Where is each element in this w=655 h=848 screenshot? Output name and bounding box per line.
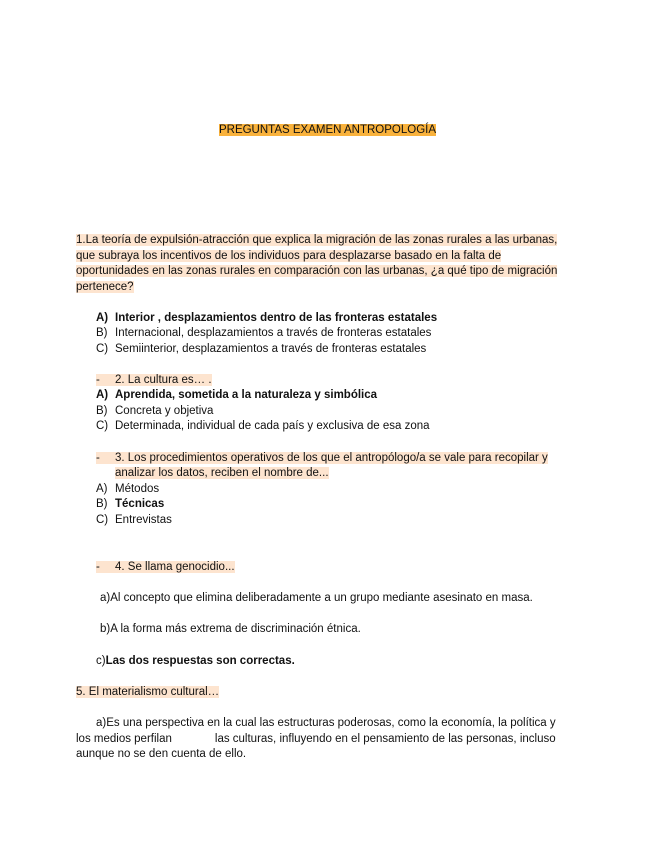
- question-1-option-c: C) Semiinterior, desplazamientos a través de fronteras estatales: [96, 343, 427, 355]
- question-1-option-a: A) Interior , desplazamientos dentro de las fronteras estatales: [96, 312, 438, 324]
- question-4-answer-b: b)A la forma más extrema de discriminación étnica.: [100, 623, 361, 635]
- question-5-answer-a-line-2: los medios perfilan las culturas, influyendo en el pensamiento de las personas, incluso: [76, 733, 556, 745]
- question-5: 5. El materialismo cultural…: [76, 686, 220, 698]
- question-3-line-2: analizar los datos, reciben el nombre de...: [115, 467, 329, 479]
- question-1-option-b: B) Internacional, desplazamientos a través de fronteras estatales: [96, 327, 432, 339]
- question-2-text: 2. La cultura es… .: [115, 374, 212, 386]
- question-2-option-a: A) Aprendida, sometida a la naturaleza y simbólica: [96, 389, 378, 401]
- question-3-option-b: B) Técnicas: [96, 498, 165, 510]
- question-4-answer-c: c)Las dos respuestas son correctas.: [96, 655, 295, 667]
- question-2-option-c: C) Determinada, individual de cada país y exclusiva de esa zona: [96, 420, 430, 432]
- question-3-option-a: A) Métodos: [96, 483, 160, 495]
- question-5-answer-a-line-1: a)Es una perspectiva en la cual las estructuras poderosas, como la economía, la política y: [96, 717, 556, 729]
- question-1: [76, 233, 576, 295]
- question-4: - 4. Se llama genocidio...: [96, 561, 235, 573]
- question-4-answer-a: a)Al concepto que elimina deliberadamente a un grupo mediante asesinato en masa.: [100, 592, 533, 604]
- question-2: - 2. La cultura es… .: [96, 374, 212, 386]
- question-1-text: 1.La teoría de expulsión-atracción que explica la migración de las zonas rurales a las urbanas, que subraya los incentivos de los individuos para desplazarse basado en la falta de oportunidades en las zonas rurales en comparación con las urbanas, ¿a qué tipo de migración pertenece?: [76, 234, 558, 293]
- document-title: PREGUNTAS EXAMEN ANTROPOLOGÍA: [218, 124, 437, 136]
- question-5-answer-a-line-3: aunque no se den cuenta de ello.: [76, 748, 247, 760]
- question-3-option-c: C) Entrevistas: [96, 514, 172, 526]
- question-2-option-b: B) Concreta y objetiva: [96, 405, 214, 417]
- question-3-line-1: - 3. Los procedimientos operativos de los que el antropólogo/a se vale para recopilar y: [96, 452, 548, 464]
